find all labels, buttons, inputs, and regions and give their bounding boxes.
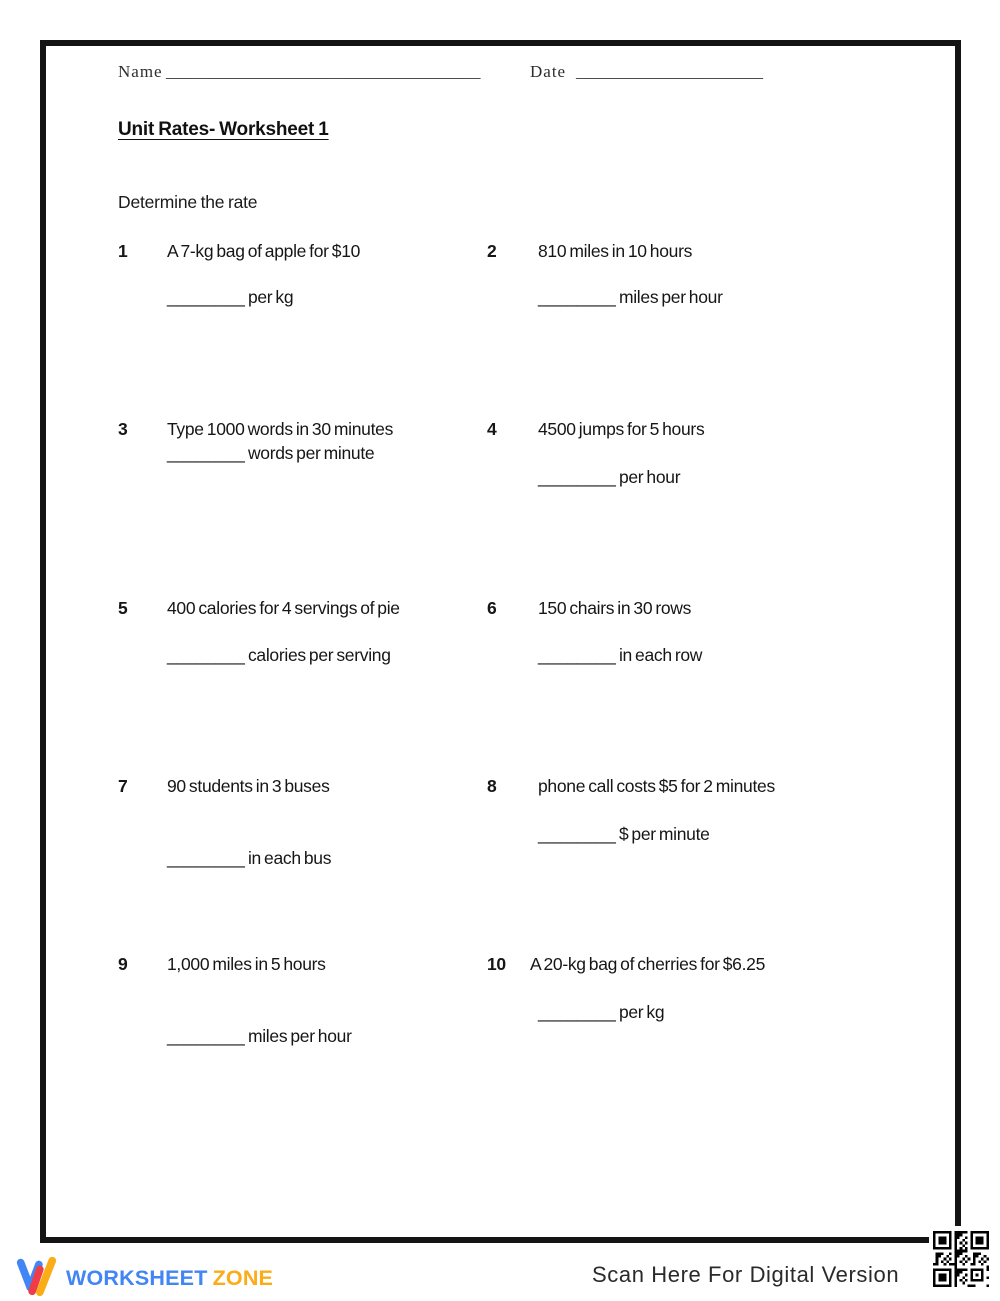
answer-unit-label: per hour — [618, 467, 681, 487]
problem-6-answer — [538, 644, 702, 666]
problem-8-question: phone call costs $5 for 2 minutes — [538, 776, 775, 796]
problem-1-number: 1 — [118, 241, 128, 261]
answer-unit-label: calories per serving — [247, 645, 391, 665]
answer-blank-line: ________ — [167, 443, 245, 463]
page-border-frame — [40, 40, 961, 1243]
name-blank-line: _____________________________________ — [166, 62, 481, 81]
answer-unit-label: in each row — [618, 645, 703, 665]
answer-blank-line: ________ — [538, 287, 616, 307]
answer-unit-label: words per minute — [247, 443, 375, 463]
problem-4-number: 4 — [487, 419, 497, 439]
problem-2-question: 810 miles in 10 hours — [538, 241, 693, 261]
answer-blank-line: ________ — [167, 848, 245, 868]
problem-9-answer — [167, 1025, 352, 1047]
name-label: Name — [118, 62, 163, 81]
problem-1-answer — [167, 286, 293, 308]
problem-4-question: 4500 jumps for 5 hours — [538, 419, 705, 439]
brand-text-zone: ZONE — [212, 1266, 274, 1290]
problem-7-question: 90 students in 3 buses — [167, 776, 330, 796]
date-blank-line: ______________________ — [576, 62, 763, 81]
answer-blank-line: ________ — [538, 645, 616, 665]
answer-blank-line: ________ — [538, 824, 616, 844]
brand-text-worksheet: WORKSHEET — [66, 1266, 208, 1290]
answer-unit-label: per kg — [247, 287, 294, 307]
problem-2-number: 2 — [487, 241, 497, 261]
problem-9-question: 1,000 miles in 5 hours — [167, 954, 326, 974]
worksheetzone-logo — [14, 1256, 273, 1301]
problem-1-question: A 7-kg bag of apple for $10 — [167, 241, 361, 261]
problem-8-number: 8 — [487, 776, 497, 796]
answer-blank-line: ________ — [167, 287, 245, 307]
answer-unit-label: miles per hour — [247, 1026, 352, 1046]
problem-4-answer — [538, 466, 680, 488]
problem-10-answer — [538, 1001, 664, 1023]
problem-6-number: 6 — [487, 598, 497, 618]
problem-3-question: Type 1000 words in 30 minutes — [167, 419, 394, 439]
answer-unit-label: in each bus — [247, 848, 332, 868]
worksheet-title: Unit Rates- Worksheet 1 — [118, 119, 329, 140]
worksheetzone-w-icon — [14, 1256, 58, 1301]
problem-5-answer — [167, 644, 391, 666]
answer-blank-line: ________ — [538, 467, 616, 487]
answer-unit-label: miles per hour — [618, 287, 723, 307]
problem-10-number: 10 — [487, 954, 506, 974]
problem-8-answer — [538, 823, 710, 845]
qr-code — [929, 1226, 993, 1292]
answer-blank-line: ________ — [167, 645, 245, 665]
answer-blank-line: ________ — [538, 1002, 616, 1022]
problem-3-answer — [167, 442, 374, 464]
problem-7-answer — [167, 847, 331, 869]
scan-here-text: Scan Here For Digital Version — [592, 1262, 900, 1287]
problem-2-answer — [538, 286, 723, 308]
problem-10-question: A 20-kg bag of cherries for $6.25 — [530, 954, 766, 974]
problem-9-number: 9 — [118, 954, 128, 974]
answer-unit-label: $ per minute — [618, 824, 710, 844]
instruction-text: Determine the rate — [118, 192, 258, 212]
problem-3-number: 3 — [118, 419, 128, 439]
problem-5-number: 5 — [118, 598, 128, 618]
answer-unit-label: per kg — [618, 1002, 665, 1022]
problem-7-number: 7 — [118, 776, 128, 796]
answer-blank-line: ________ — [167, 1026, 245, 1046]
problem-6-question: 150 chairs in 30 rows — [538, 598, 692, 618]
problem-5-question: 400 calories for 4 servings of pie — [167, 598, 400, 618]
date-label: Date — [530, 62, 567, 81]
